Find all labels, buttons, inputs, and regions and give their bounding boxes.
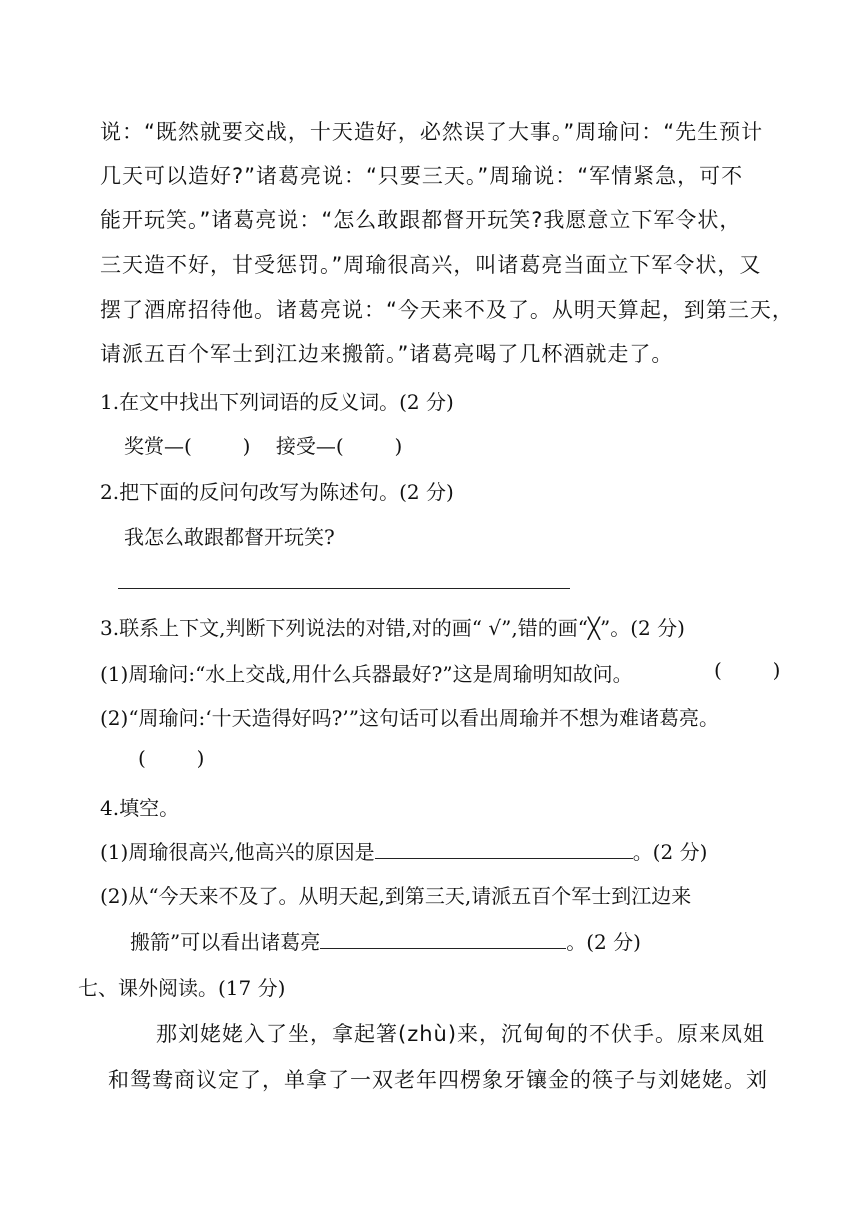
passage-line-3: 能开玩笑。”诸葛亮说：“怎么敢跟都督开玩笑?我愿意立下军令状， bbox=[100, 208, 742, 232]
passage-line-6: 请派五百个军士到江边来搬箭。”诸葛亮喝了几杯酒就走了。 bbox=[100, 342, 674, 366]
question-4-item-1-text: (1)周瑜很高兴,他高兴的原因是 bbox=[100, 840, 375, 864]
question-4-item-2-text: 搬箭”可以看出诸葛亮 bbox=[130, 930, 321, 954]
section-7-passage-line-1: 那刘姥姥入了坐，拿起箸(zhù)来，沉甸甸的不伏手。原来凤姐 bbox=[156, 1022, 766, 1046]
question-3-item-2: (2)“周瑜问:‘十天造得好吗?’”这句话可以看出周瑜并不想为难诸葛亮。 bbox=[100, 706, 719, 730]
passage-line-4: 三天造不好，甘受惩罚。”周瑜很高兴，叫诸葛亮当面立下军令状，又 bbox=[100, 253, 762, 277]
question-3-item-1: (1)周瑜问:“水上交战,用什么兵器最好?”这是周瑜明知故问。 bbox=[100, 662, 633, 686]
question-4-item-2-blank[interactable] bbox=[320, 930, 566, 949]
question-4-item-1-blank[interactable] bbox=[375, 840, 633, 859]
passage-line-1: 说：“既然就要交战，十天造好，必然误了大事。”周瑜问：“先生预计 bbox=[100, 120, 764, 144]
question-2-answer-blank[interactable] bbox=[118, 588, 570, 589]
question-2-sentence: 我怎么敢跟都督开玩笑? bbox=[124, 525, 335, 549]
question-4-title: 4.填空。 bbox=[100, 796, 180, 820]
question-4-item-2-line-2 bbox=[130, 926, 641, 955]
question-4-item-1-points: 。(2 分) bbox=[632, 840, 708, 864]
question-2-title: 2.把下面的反问句改写为陈述句。(2 分) bbox=[100, 480, 454, 504]
question-1-title: 1.在文中找出下列词语的反义词。(2 分) bbox=[100, 390, 454, 414]
question-3-item-2-answer-paren[interactable]: ( ) bbox=[138, 746, 205, 770]
question-1-answer-line: 奖赏—( ) 接受—( ) bbox=[124, 434, 403, 458]
question-4-item-2-line-1: (2)从“今天来不及了。从明天起,到第三天,请派五百个军士到江边来 bbox=[100, 884, 692, 908]
section-7-passage-line-2: 和鸳鸯商议定了，单拿了一双老年四楞象牙镶金的筷子与刘姥姥。刘 bbox=[108, 1068, 768, 1092]
question-4-item-1 bbox=[100, 836, 707, 865]
section-7-heading: 七、课外阅读。(17 分) bbox=[78, 976, 286, 1000]
question-3-title: 3.联系上下文,判断下列说法的对错,对的画“ √”,错的画“╳”。(2 分) bbox=[100, 616, 685, 640]
passage-line-2: 几天可以造好?”诸葛亮说：“只要三天。”周瑜说：“军情紧急，可不 bbox=[100, 164, 744, 188]
question-4-item-2-points: 。(2 分) bbox=[566, 930, 641, 954]
question-3-item-1-answer-paren[interactable]: ( ) bbox=[714, 658, 781, 682]
passage-line-5: 摆了酒席招待他。诸葛亮说：“今天来不及了。从明天算起，到第三天， bbox=[100, 298, 794, 322]
